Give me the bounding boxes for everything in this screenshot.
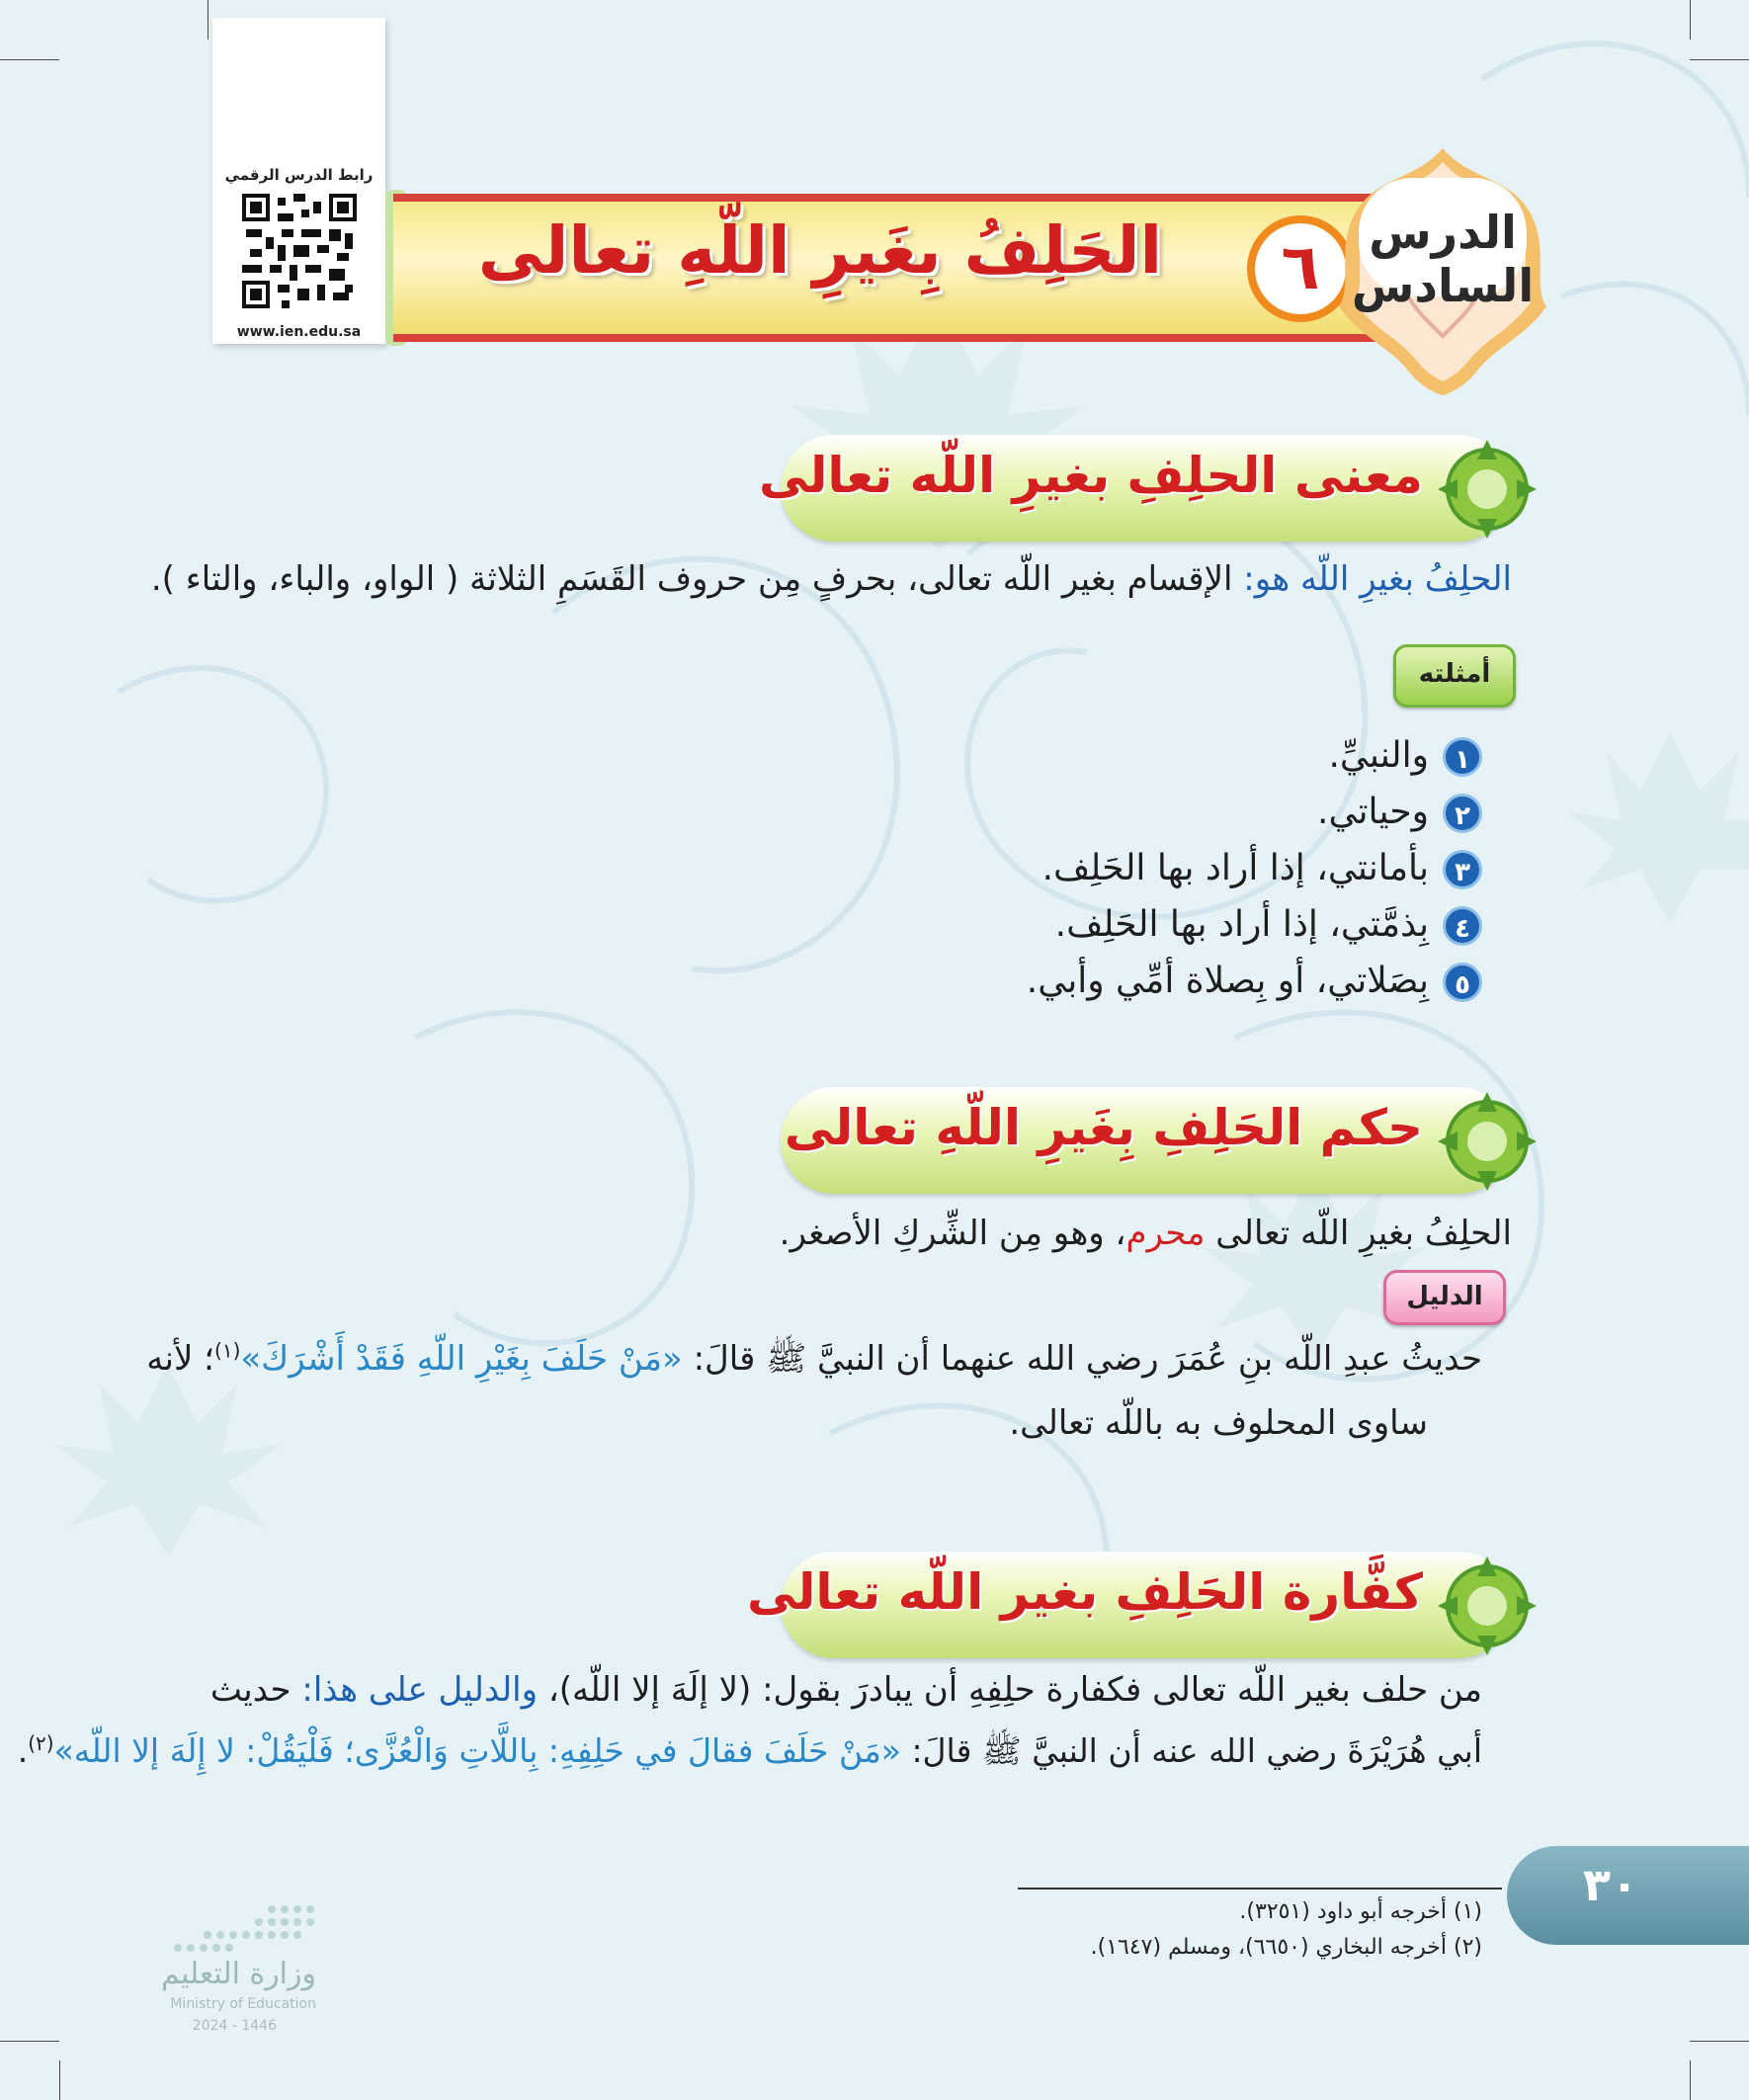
qr-label: رابط الدرس الرقمي [224, 166, 374, 184]
ruling-word: محرم [1125, 1214, 1206, 1253]
crop-mark [59, 2060, 60, 2100]
lesson-title: الحَلِفُ بِغَيرِ اللّهِ تعالى [477, 212, 1163, 289]
section1-header [759, 435, 1512, 542]
example-text-5: بِصَلاتي، أو بِصلاة أمِّي وأبي. [1026, 961, 1429, 1001]
expiation-hadith: «مَنْ حَلَفَ فقالَ في حَلِفِهِ: بِاللَّاتِ وَالْعُزَّى؛ فَلْيَقُلْ: لا إِلَهَ إلا اللّه» [53, 1731, 901, 1770]
crop-mark [1690, 0, 1691, 40]
example-number-2: ٢ [1443, 794, 1482, 833]
section1-ornament-icon [1433, 435, 1541, 544]
crop-mark [1690, 59, 1749, 60]
definition-text: الإقسام بغير اللّه تعالى، بحرفٍ مِن حروف القَسَمِ الثلاثة ( الواو، والباء، والتاء ). [150, 559, 1233, 599]
digital-lesson-qr-card[interactable] [212, 18, 385, 344]
section3-header [747, 1552, 1512, 1658]
section3-title: كفَّارة الحَلِفِ بغير اللّه تعالى [747, 1563, 1423, 1621]
expiation-line-2 [18, 1731, 1482, 1779]
examples-tag: أمثلته [1393, 644, 1516, 708]
ministry-logo [99, 1897, 316, 2036]
qr-code-icon[interactable] [242, 194, 357, 308]
expiation-end: . [17, 1731, 29, 1770]
example-number-1: ١ [1443, 737, 1482, 777]
section2-header [781, 1087, 1512, 1194]
lesson-label-line2: السادس [1351, 259, 1535, 312]
example-text-1: والنبيِّ. [1328, 735, 1429, 776]
crop-mark [0, 2041, 59, 2042]
ministry-name-english: Ministry of Education [170, 1996, 316, 2012]
evidence-line-2: ساوى المحلوف به باللّه تعالى. [1009, 1403, 1428, 1443]
ruling-after: ، وهو مِن الشِّركِ الأصغر. [779, 1214, 1126, 1253]
example-number-3: ٣ [1443, 850, 1482, 889]
footnote-1: (١) أخرجه أبو داود (٣٢٥١). [1239, 1899, 1482, 1924]
lesson-number-badge: ٦ [1247, 215, 1354, 322]
expiation-narrator: أبي هُرَيْرَةَ رضي الله عنه أن النبيَّ ﷺ قالَ: [911, 1731, 1482, 1770]
ministry-name-arabic: وزارة التعليم [160, 1957, 316, 1991]
definition-term: الحلِفُ بغيرِ اللّه هو: [1243, 559, 1512, 599]
ministry-year: 2024 - 1446 [192, 2018, 277, 2034]
ruling-line [780, 1214, 1512, 1253]
evidence-tag: الدليل [1383, 1270, 1506, 1325]
section1-title: معنى الحلِفِ بغيرِ اللّه تعالى [759, 447, 1423, 504]
example-item-4 [1055, 900, 1482, 950]
evidence-line-1 [146, 1338, 1482, 1386]
example-item-5 [1027, 957, 1482, 1006]
ruling-before: الحلِفُ بغيرِ اللّه تعالى [1215, 1214, 1512, 1253]
crop-mark [1690, 2041, 1749, 2042]
evidence-intro: حديثُ عبدِ اللّه بنِ عُمَرَ رضي الله عنهما أن النبيَّ ﷺ قالَ: [693, 1339, 1482, 1379]
definition-line [151, 559, 1512, 599]
section2-title: حكم الحَلِفِ بِغَيرِ اللّهِ تعالى [784, 1099, 1423, 1156]
example-item-1 [1328, 731, 1482, 781]
example-text-4: بِذمَّتي، إذا أراد بها الحَلِف. [1054, 904, 1429, 945]
expiation-text: من حلف بغير اللّه تعالى فكفارة حلِفِهِ أن يبادرَ بقول: (لا إلَهَ إلا اللّه)، [547, 1670, 1482, 1710]
qr-url[interactable]: www.ien.edu.sa [236, 324, 362, 340]
example-number-5: ٥ [1443, 963, 1482, 1002]
expiation-line-1 [210, 1670, 1482, 1710]
example-text-3: بأمانتي، إذا أراد بها الحَلِف. [1041, 848, 1429, 888]
expiation-footnote-ref: (٢) [28, 1731, 54, 1755]
section2-ornament-icon [1433, 1087, 1541, 1196]
example-text-2: وحياتي. [1317, 792, 1429, 832]
ministry-dots-icon [99, 1897, 316, 1957]
expiation-hadith-word: حديث [209, 1670, 292, 1710]
lesson-label-line1: الدرس [1369, 206, 1517, 259]
section3-ornament-icon [1433, 1552, 1541, 1660]
evidence-reason: ؛ لأنه [146, 1339, 214, 1379]
evidence-hadith: «مَنْ حَلَفَ بِغَيْرِ اللّهِ فَقَدْ أَشْرَكَ» [240, 1339, 683, 1379]
footnote-divider [1018, 1888, 1502, 1890]
expiation-evidence-label: والدليل على هذا: [301, 1670, 538, 1710]
page-number: ٣٠ [1582, 1858, 1639, 1911]
footnote-2: (٢) أخرجه البخاري (٦٦٥٠)، ومسلم (١٦٤٧). [1090, 1935, 1482, 1960]
example-item-3 [1042, 844, 1482, 893]
example-number-4: ٤ [1443, 906, 1482, 946]
evidence-footnote-ref: (١) [214, 1338, 241, 1363]
crop-mark [0, 59, 59, 60]
example-item-2 [1317, 788, 1482, 837]
crop-mark [1690, 2060, 1691, 2100]
